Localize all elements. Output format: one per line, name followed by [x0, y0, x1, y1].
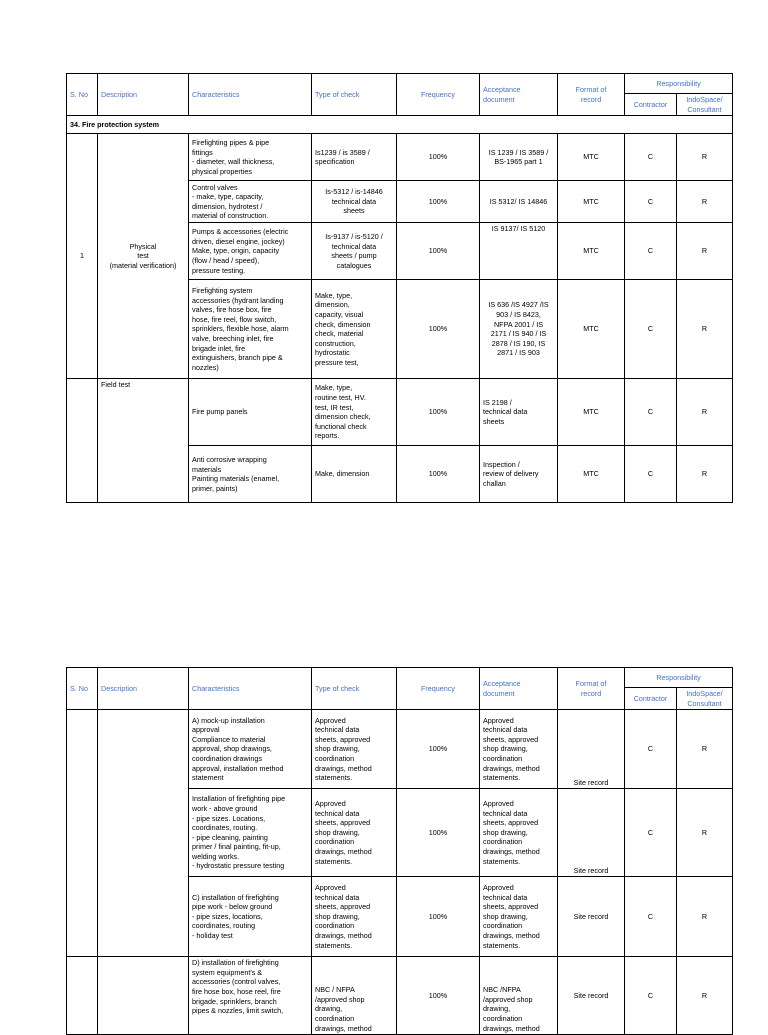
- col-header-format: Format of record: [558, 74, 625, 116]
- cell-format: MTC: [558, 280, 625, 379]
- cell-consultant: R: [677, 957, 733, 1035]
- cell-acceptance: NBC /NFPA /approved shop drawing, coordination drawings, method: [480, 957, 558, 1035]
- cell-frequency: 100%: [397, 957, 480, 1035]
- cell-consultant: R: [677, 223, 733, 280]
- cell-frequency: 100%: [397, 223, 480, 280]
- cell-frequency: 100%: [397, 877, 480, 957]
- cell-type-of-check: Approved technical data sheets, approved shop drawing, coordination drawings, method statements.: [312, 710, 397, 789]
- cell-consultant: R: [677, 446, 733, 503]
- cell-format: MTC: [558, 446, 625, 503]
- cell-characteristics: Fire pump panels: [189, 379, 312, 446]
- col-header-type-of-check: Type of check: [312, 668, 397, 710]
- col-header-sno: S. No: [67, 668, 98, 710]
- col-header-consultant: IndoSpace/ Consultant: [677, 688, 733, 710]
- cell-format: Site record: [558, 957, 625, 1035]
- cell-frequency: 100%: [397, 789, 480, 877]
- cell-contractor: C: [625, 134, 677, 181]
- cell-consultant: R: [677, 379, 733, 446]
- col-header-sno: S. No: [67, 74, 98, 116]
- row-sno-empty: [67, 710, 98, 957]
- row-sno: 1: [67, 134, 98, 379]
- col-header-characteristics: Characteristics: [189, 74, 312, 116]
- cell-type-of-check: Make, type, dimension, capacity, visual check, dimension check, material construction, hydrostatic pressure test,: [312, 280, 397, 379]
- cell-characteristics: Firefighting pipes & pipe fittings - diameter, wall thickness, physical properties: [189, 134, 312, 181]
- cell-contractor: C: [625, 957, 677, 1035]
- qa-table-1: [66, 73, 733, 503]
- cell-acceptance: Approved technical data sheets, approved shop drawing, coordination drawings, method statements.: [480, 710, 558, 789]
- cell-frequency: 100%: [397, 446, 480, 503]
- col-header-description: Description: [98, 668, 189, 710]
- cell-acceptance: Approved technical data sheets, approved shop drawing, coordination drawings, method statements.: [480, 877, 558, 957]
- row-description: Field test: [98, 379, 189, 446]
- cell-acceptance: Approved technical data sheets, approved shop drawing, coordination drawings, method statements.: [480, 789, 558, 877]
- qa-table-2: [66, 667, 733, 1035]
- cell-frequency: 100%: [397, 134, 480, 181]
- cell-frequency: 100%: [397, 280, 480, 379]
- cell-contractor: C: [625, 710, 677, 789]
- col-header-format: Format of record: [558, 668, 625, 710]
- col-header-contractor: Contractor: [625, 94, 677, 116]
- row-description: Physical test (material verification): [98, 134, 189, 379]
- cell-frequency: 100%: [397, 181, 480, 223]
- cell-characteristics: Pumps & accessories (electric driven, diesel engine, jockey) Make, type, origin, capacity (flow / head / speed), pressure testing.: [189, 223, 312, 280]
- cell-frequency: 100%: [397, 710, 480, 789]
- cell-consultant: R: [677, 710, 733, 789]
- cell-characteristics: D) installation of firefighting system equipment's & accessories (control valves, fire hose box, hose reel, fire brigade, sprinklers, branch pipes & nozzles, limit switch,: [189, 957, 312, 1035]
- cell-consultant: R: [677, 877, 733, 957]
- cell-format: MTC: [558, 134, 625, 181]
- section-title: 34. Fire protection system: [67, 116, 733, 134]
- cell-contractor: C: [625, 789, 677, 877]
- row-description-empty: [98, 710, 189, 957]
- cell-type-of-check: Is-9137 / is-5120 / technical data sheets / pump catalogues: [312, 223, 397, 280]
- cell-format: Site record: [558, 789, 625, 877]
- cell-consultant: R: [677, 134, 733, 181]
- cell-characteristics: Anti corrosive wrapping materials Painting materials (enamel, primer, paints): [189, 446, 312, 503]
- cell-type-of-check: Approved technical data sheets, approved shop drawing, coordination drawings, method statements.: [312, 789, 397, 877]
- cell-acceptance: IS 2198 / technical data sheets: [480, 379, 558, 446]
- cell-type-of-check: Approved technical data sheets, approved shop drawing, coordination drawings, method statements.: [312, 877, 397, 957]
- cell-contractor: C: [625, 181, 677, 223]
- cell-format: Site record: [558, 877, 625, 957]
- row-description-cont: [98, 446, 189, 503]
- col-header-characteristics: Characteristics: [189, 668, 312, 710]
- cell-format: MTC: [558, 379, 625, 446]
- cell-characteristics: C) installation of firefighting pipe work - below ground - pipe sizes, locations, coordinates, routing - holiday test: [189, 877, 312, 957]
- cell-type-of-check: Make, dimension: [312, 446, 397, 503]
- col-header-frequency: Frequency: [397, 668, 480, 710]
- cell-contractor: C: [625, 280, 677, 379]
- col-header-responsibility: Responsibility: [625, 74, 733, 94]
- row-sno-empty: [67, 379, 98, 503]
- cell-consultant: R: [677, 280, 733, 379]
- cell-characteristics: Control valves - make, type, capacity, dimension, hydrotest / material of construction.: [189, 181, 312, 223]
- cell-characteristics: Installation of firefighting pipe work - above ground - pipe sizes. Locations, coordinates, routing. - pipe cleaning, painting primer / final painting, fit-up, welding works. - hydrostatic pressure testing: [189, 789, 312, 877]
- cell-frequency: 100%: [397, 379, 480, 446]
- row-sno-empty: [67, 957, 98, 1035]
- cell-type-of-check: Is-5312 / is-14846 technical data sheets: [312, 181, 397, 223]
- col-header-contractor: Contractor: [625, 688, 677, 710]
- col-header-responsibility: Responsibility: [625, 668, 733, 688]
- col-header-acceptance: Acceptance document: [480, 74, 558, 116]
- cell-acceptance: Inspection / review of delivery challan: [480, 446, 558, 503]
- cell-format: MTC: [558, 223, 625, 280]
- row-description-empty: [98, 957, 189, 1035]
- col-header-acceptance: Acceptance document: [480, 668, 558, 710]
- col-header-description: Description: [98, 74, 189, 116]
- cell-format: MTC: [558, 181, 625, 223]
- cell-type-of-check: NBC / NFPA /approved shop drawing, coordination drawings, method: [312, 957, 397, 1035]
- cell-consultant: R: [677, 181, 733, 223]
- cell-acceptance: IS 1239 / IS 3589 / BS-1965 part 1: [480, 134, 558, 181]
- cell-contractor: C: [625, 379, 677, 446]
- cell-type-of-check: Is1239 / is 3589 / specification: [312, 134, 397, 181]
- cell-format: Site record: [558, 710, 625, 789]
- cell-contractor: C: [625, 877, 677, 957]
- cell-characteristics: A) mock-up installation approval Compliance to material approval, shop drawings, coordination drawings approval, installation method statement: [189, 710, 312, 789]
- cell-type-of-check: Make, type, routine test, HV. test, IR test, dimension check, functional check reports.: [312, 379, 397, 446]
- cell-contractor: C: [625, 446, 677, 503]
- cell-contractor: C: [625, 223, 677, 280]
- cell-acceptance: IS 5312/ IS 14846: [480, 181, 558, 223]
- cell-consultant: R: [677, 789, 733, 877]
- cell-acceptance: IS 636 /IS 4927 /IS 903 / IS 8423, NFPA 2001 / IS 2171 / IS 940 / IS 2878 / IS 190, IS 2871 / IS 903: [480, 280, 558, 379]
- cell-characteristics: Firefighting system accessories (hydrant landing valves, fire hose box, fire hose, fire reel, flow switch, sprinklers, flexible hose, alarm valve, breeching inlet, fire brigade inlet, fire extinguishers, branch pipe & nozzles): [189, 280, 312, 379]
- col-header-consultant: IndoSpace/ Consultant: [677, 94, 733, 116]
- cell-acceptance: IS 9137/ IS 5120: [480, 223, 558, 280]
- col-header-type-of-check: Type of check: [312, 74, 397, 116]
- col-header-frequency: Frequency: [397, 74, 480, 116]
